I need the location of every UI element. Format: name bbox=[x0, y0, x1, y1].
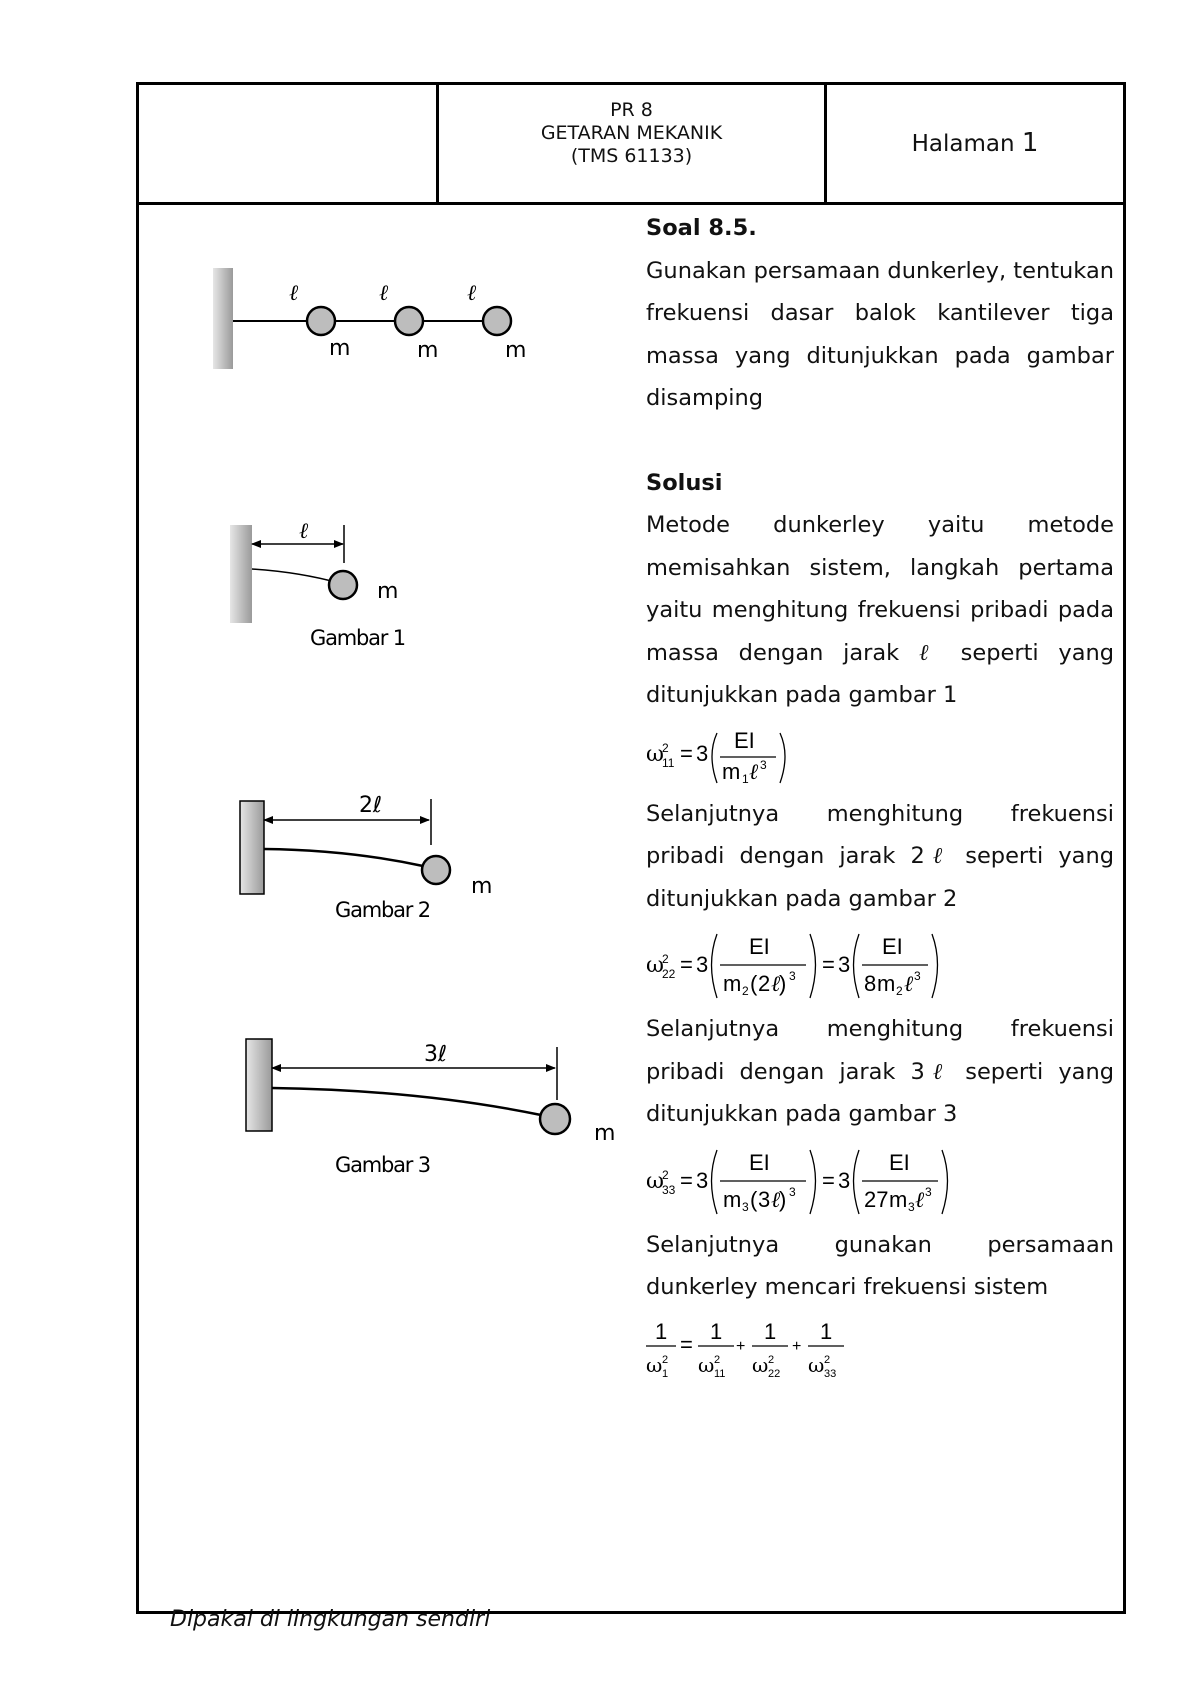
para1-text-a: Metode dunkerley yaitu metode memisahkan sistem, langkah pertama yaitu menghitung frekuensi pribadi pada massa dengan jarak bbox=[646, 512, 1114, 666]
svg-text:3: 3 bbox=[742, 1199, 749, 1214]
svg-text:3: 3 bbox=[696, 1167, 709, 1193]
svg-text:EI: EI bbox=[889, 1149, 910, 1175]
svg-text:=: = bbox=[822, 1167, 835, 1193]
svg-text:ω: ω bbox=[646, 1168, 664, 1194]
length-label: ℓ bbox=[289, 281, 299, 306]
para3-text-a: Selanjutnya menghitung frekuensi pribadi dengan jarak 3 bbox=[646, 1016, 1114, 1085]
mass bbox=[422, 856, 450, 884]
svg-text:ℓ: ℓ bbox=[915, 1187, 925, 1213]
svg-text:2: 2 bbox=[768, 1353, 775, 1366]
solution-title: Solusi bbox=[646, 469, 723, 496]
ell-symbol: ℓ bbox=[924, 843, 951, 869]
svg-text:EI: EI bbox=[749, 1149, 770, 1175]
svg-text:3: 3 bbox=[838, 1167, 851, 1193]
svg-text:3: 3 bbox=[908, 1199, 915, 1214]
length-label: 2ℓ bbox=[359, 793, 383, 818]
header-center-cell bbox=[439, 85, 827, 202]
svg-text:3: 3 bbox=[789, 969, 796, 983]
header-code: PR 8 bbox=[610, 99, 653, 121]
page-frame bbox=[136, 82, 1126, 1614]
svg-text:ω: ω bbox=[808, 1352, 825, 1377]
mass-1 bbox=[307, 307, 335, 335]
mass-2 bbox=[395, 307, 423, 335]
equation-dunkerley-sum bbox=[646, 1309, 1114, 1389]
mass-label: m bbox=[329, 336, 351, 361]
svg-text:1: 1 bbox=[764, 1318, 777, 1344]
para2-text-b: seperti yang ditunjukkan pada gambar 2 bbox=[646, 843, 1114, 912]
wall-support bbox=[230, 525, 252, 623]
length-label: ℓ bbox=[379, 281, 389, 306]
svg-text:3: 3 bbox=[789, 1184, 796, 1199]
svg-text:8: 8 bbox=[864, 971, 877, 996]
para3-text-b: seperti yang ditunjukkan pada gambar 3 bbox=[646, 1058, 1114, 1127]
svg-text:m: m bbox=[889, 1186, 908, 1212]
solution-paragraph-2 bbox=[646, 793, 1114, 921]
mass bbox=[540, 1104, 570, 1134]
svg-text:27: 27 bbox=[864, 1186, 889, 1212]
para1-text-b: seperti yang ditunjukkan pada gambar 1 bbox=[646, 639, 1115, 708]
text-column bbox=[646, 207, 1114, 1389]
svg-text:(: ( bbox=[750, 1186, 758, 1212]
svg-text:+: + bbox=[736, 1337, 746, 1355]
svg-text:=: = bbox=[680, 1167, 693, 1193]
svg-text:m: m bbox=[723, 971, 742, 996]
mass-3 bbox=[483, 307, 511, 335]
svg-text:ℓ: ℓ bbox=[771, 1187, 781, 1213]
svg-text:2: 2 bbox=[714, 1353, 721, 1366]
problem-title: Soal 8.5. bbox=[646, 215, 757, 241]
svg-text:2: 2 bbox=[896, 984, 903, 998]
svg-text:EI: EI bbox=[734, 727, 755, 753]
cantilever-figures bbox=[139, 205, 616, 1205]
svg-text:3: 3 bbox=[696, 740, 709, 766]
svg-text:1: 1 bbox=[742, 771, 749, 786]
mass-label: m bbox=[594, 1121, 616, 1146]
svg-text:ω: ω bbox=[646, 1352, 663, 1377]
svg-text:1: 1 bbox=[662, 1367, 669, 1380]
header-page-cell bbox=[827, 85, 1123, 202]
svg-text:ω: ω bbox=[752, 1352, 769, 1377]
length-label: 3ℓ bbox=[424, 1042, 448, 1067]
length-label: ℓ bbox=[299, 519, 309, 544]
figure-column bbox=[139, 205, 616, 1605]
svg-text:(: ( bbox=[750, 971, 758, 996]
svg-text:2: 2 bbox=[662, 1353, 669, 1366]
mass-label: m bbox=[377, 579, 399, 604]
svg-text:2: 2 bbox=[662, 740, 669, 755]
svg-text:=: = bbox=[822, 952, 835, 977]
gambar-2 bbox=[240, 793, 492, 922]
footer-note: Dipakai di lingkungan sendiri bbox=[170, 1607, 491, 1632]
svg-text:=: = bbox=[680, 1331, 693, 1357]
problem-text: Gunakan persamaan dunkerley, tentukan frekuensi dasar balok kantilever tiga massa yang ditunjukkan pada gambar disamping bbox=[646, 257, 1114, 411]
length-label: ℓ bbox=[467, 281, 477, 306]
header-course: GETARAN MEKANIK bbox=[540, 122, 723, 144]
svg-text:ℓ: ℓ bbox=[904, 972, 914, 997]
svg-text:11: 11 bbox=[662, 755, 675, 770]
equation-omega11 bbox=[646, 717, 1114, 793]
svg-text:m: m bbox=[723, 1186, 742, 1212]
figure-caption: Gambar 3 bbox=[335, 1153, 430, 1177]
svg-text:2: 2 bbox=[662, 1167, 669, 1182]
mass-label: m bbox=[505, 338, 527, 363]
svg-text:33: 33 bbox=[662, 1182, 676, 1197]
wall-support bbox=[246, 1039, 272, 1131]
solution-paragraph-1 bbox=[646, 504, 1114, 717]
ell-symbol: ℓ bbox=[924, 1058, 951, 1085]
svg-text:2: 2 bbox=[742, 984, 749, 998]
svg-text:3: 3 bbox=[758, 1186, 771, 1212]
header-left-cell bbox=[139, 85, 439, 202]
svg-text:+: + bbox=[792, 1337, 802, 1355]
mass-label: m bbox=[471, 874, 493, 899]
svg-text:ω: ω bbox=[646, 953, 664, 978]
wall-support bbox=[240, 801, 264, 894]
svg-text:33: 33 bbox=[824, 1367, 837, 1380]
equation-omega33 bbox=[646, 1136, 1114, 1224]
svg-text:EI: EI bbox=[749, 934, 770, 959]
svg-text:3: 3 bbox=[696, 952, 709, 977]
svg-text:3: 3 bbox=[838, 952, 851, 977]
svg-text:ℓ: ℓ bbox=[771, 972, 781, 997]
svg-text:1: 1 bbox=[655, 1318, 668, 1344]
svg-text:): ) bbox=[779, 971, 787, 996]
page-number: 1 bbox=[1021, 128, 1039, 158]
svg-text:ω: ω bbox=[646, 741, 664, 767]
svg-text:1: 1 bbox=[820, 1318, 833, 1344]
svg-text:1: 1 bbox=[710, 1318, 723, 1344]
solution-paragraph-4: Selanjutnya gunakan persamaan dunkerley mencari frekuensi sistem bbox=[646, 1231, 1114, 1300]
svg-text:): ) bbox=[779, 1186, 787, 1212]
wall-support bbox=[213, 268, 233, 369]
svg-text:m: m bbox=[877, 971, 896, 996]
svg-text:ω: ω bbox=[698, 1352, 715, 1377]
svg-text:2: 2 bbox=[824, 1353, 831, 1366]
figure-caption: Gambar 1 bbox=[310, 626, 405, 650]
svg-text:=: = bbox=[680, 952, 693, 977]
para2-text-a: Selanjutnya menghitung frekuensi pribadi dengan jarak 2 bbox=[646, 800, 1114, 869]
ell-symbol: ℓ bbox=[918, 639, 941, 666]
header-course-code: (TMS 61133) bbox=[570, 145, 693, 167]
figure-caption: Gambar 2 bbox=[335, 898, 430, 922]
svg-text:22: 22 bbox=[768, 1367, 781, 1380]
gambar-1 bbox=[230, 519, 405, 650]
solution-paragraph-3 bbox=[646, 1008, 1114, 1136]
svg-text:m: m bbox=[722, 758, 741, 784]
svg-text:11: 11 bbox=[714, 1367, 726, 1380]
svg-text:ℓ: ℓ bbox=[749, 759, 759, 785]
svg-text:22: 22 bbox=[662, 967, 676, 981]
mass bbox=[329, 571, 357, 599]
svg-text:2: 2 bbox=[662, 952, 669, 966]
svg-text:EI: EI bbox=[882, 934, 903, 959]
svg-text:2: 2 bbox=[758, 971, 771, 996]
svg-text:3: 3 bbox=[925, 1184, 932, 1199]
page-label: Halaman bbox=[911, 131, 1015, 157]
svg-text:3: 3 bbox=[914, 969, 921, 983]
header-row bbox=[139, 85, 1123, 205]
gambar-3 bbox=[246, 1039, 615, 1177]
svg-text:3: 3 bbox=[760, 757, 767, 772]
svg-text:=: = bbox=[680, 740, 693, 766]
equation-omega22 bbox=[646, 920, 1114, 1008]
mass-label: m bbox=[417, 338, 439, 363]
three-mass-cantilever bbox=[213, 268, 526, 369]
